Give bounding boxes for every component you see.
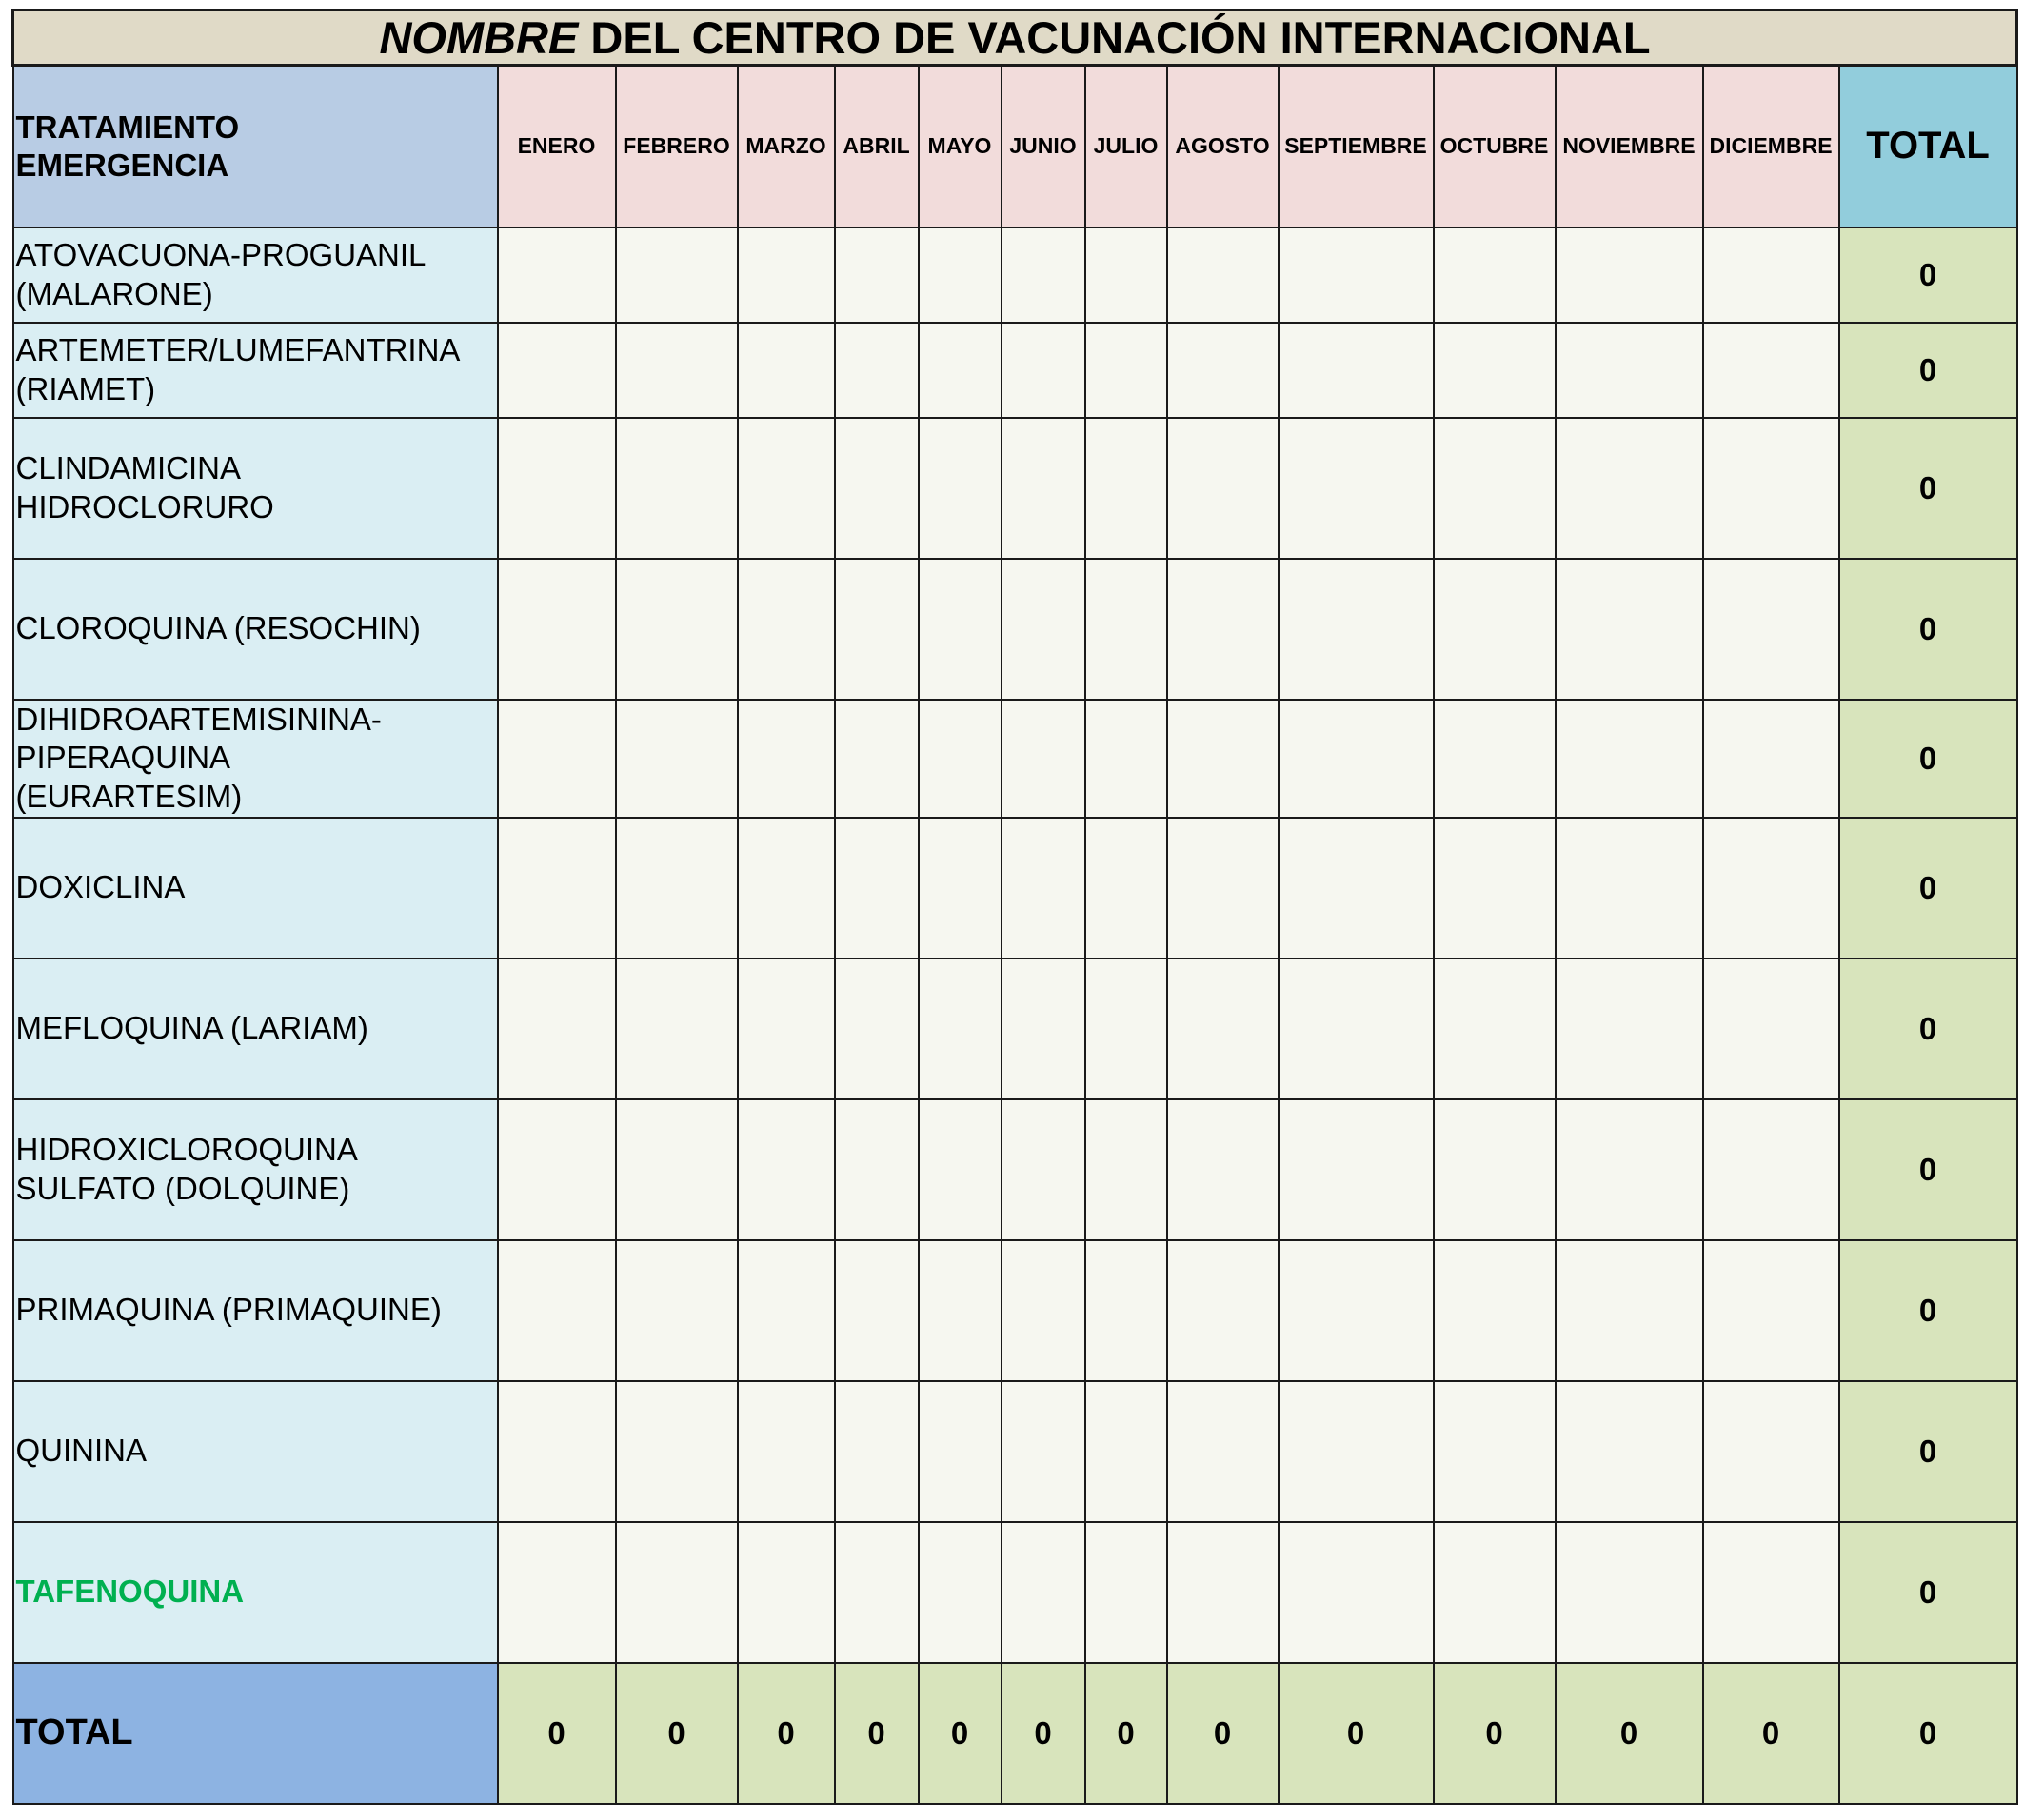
- month-total-febrero: 0: [616, 1663, 738, 1804]
- month-value-cell-abril[interactable]: [835, 559, 919, 700]
- month-value-cell-noviembre[interactable]: [1556, 559, 1703, 700]
- header-label-line2: EMERGENCIA: [15, 147, 229, 183]
- month-value-cell-agosto[interactable]: [1167, 559, 1279, 700]
- month-header-mayo: MAYO: [919, 66, 1002, 228]
- month-value-cell-agosto[interactable]: [1167, 1522, 1279, 1663]
- month-value-cell-noviembre[interactable]: [1556, 1381, 1703, 1522]
- month-value-cell-marzo[interactable]: [738, 1522, 835, 1663]
- month-value-cell-junio[interactable]: [1002, 959, 1085, 1099]
- drug-name-line: DOXICLINA: [15, 869, 186, 905]
- month-value-cell-abril[interactable]: [835, 418, 919, 559]
- total-header: TOTAL: [1839, 66, 2017, 228]
- month-value-cell-agosto[interactable]: [1167, 1099, 1279, 1240]
- month-value-cell-enero[interactable]: [498, 228, 616, 323]
- drug-name-cell: [13, 1381, 498, 1522]
- month-value-cell-agosto[interactable]: [1167, 1240, 1279, 1381]
- month-value-cell-mayo[interactable]: [919, 1522, 1002, 1663]
- month-value-cell-julio[interactable]: [1085, 818, 1167, 959]
- month-value-cell-septiembre[interactable]: [1279, 1522, 1434, 1663]
- month-header-marzo: MARZO: [738, 66, 835, 228]
- row-total-cell: 0: [1839, 1381, 2017, 1522]
- month-value-cell-abril[interactable]: [835, 228, 919, 323]
- month-value-cell-enero[interactable]: [498, 559, 616, 700]
- month-value-cell-agosto[interactable]: [1167, 1381, 1279, 1522]
- month-header-febrero: FEBRERO: [616, 66, 738, 228]
- drug-name-line: HIDROCLORURO: [15, 488, 274, 524]
- drug-name-cell: [13, 323, 498, 418]
- month-value-cell-julio[interactable]: [1085, 1099, 1167, 1240]
- month-value-cell-noviembre[interactable]: [1556, 700, 1703, 818]
- month-value-cell-abril[interactable]: [835, 1381, 919, 1522]
- month-value-cell-junio[interactable]: [1002, 1240, 1085, 1381]
- drug-name-line: (RIAMET): [15, 370, 156, 406]
- month-value-cell-marzo[interactable]: [738, 1381, 835, 1522]
- month-value-cell-julio[interactable]: [1085, 1522, 1167, 1663]
- month-value-cell-febrero[interactable]: [616, 818, 738, 959]
- drug-name-line: SULFATO (DOLQUINE): [15, 1170, 350, 1206]
- month-value-cell-agosto[interactable]: [1167, 228, 1279, 323]
- drug-name-line: PIPERAQUINA: [15, 740, 231, 776]
- drug-name-line: QUININA: [15, 1433, 148, 1469]
- month-value-cell-diciembre[interactable]: [1703, 700, 1839, 818]
- month-value-cell-enero[interactable]: [498, 1099, 616, 1240]
- month-total-agosto: 0: [1167, 1663, 1279, 1804]
- month-value-cell-junio[interactable]: [1002, 1381, 1085, 1522]
- month-value-cell-septiembre[interactable]: [1279, 559, 1434, 700]
- drug-name-line: TAFENOQUINA: [15, 1573, 245, 1610]
- month-header-enero: ENERO: [498, 66, 616, 228]
- header-label-line1: TRATAMIENTO: [15, 109, 240, 146]
- month-value-cell-enero[interactable]: [498, 323, 616, 418]
- month-header-septiembre: SEPTIEMBRE: [1279, 66, 1434, 228]
- drug-name-cell: [13, 959, 498, 1099]
- table-row: [13, 418, 2017, 559]
- month-value-cell-noviembre[interactable]: [1556, 418, 1703, 559]
- month-value-cell-julio[interactable]: [1085, 959, 1167, 1099]
- month-value-cell-junio[interactable]: [1002, 418, 1085, 559]
- month-header-diciembre: DICIEMBRE: [1703, 66, 1839, 228]
- month-value-cell-noviembre[interactable]: [1556, 228, 1703, 323]
- month-value-cell-marzo[interactable]: [738, 959, 835, 1099]
- table-row: [13, 700, 2017, 818]
- month-value-cell-agosto[interactable]: [1167, 418, 1279, 559]
- month-value-cell-enero[interactable]: [498, 1381, 616, 1522]
- row-total-cell: 0: [1839, 559, 2017, 700]
- table-row: [13, 559, 2017, 700]
- month-value-cell-febrero[interactable]: [616, 1381, 738, 1522]
- month-header-julio: JULIO: [1085, 66, 1167, 228]
- month-value-cell-mayo[interactable]: [919, 818, 1002, 959]
- table-row: [13, 1099, 2017, 1240]
- month-value-cell-julio[interactable]: [1085, 559, 1167, 700]
- month-total-abril: 0: [835, 1663, 919, 1804]
- month-value-cell-mayo[interactable]: [919, 228, 1002, 323]
- row-total-cell: 0: [1839, 959, 2017, 1099]
- vaccination-treatment-table: [11, 9, 2018, 1805]
- drug-name-line: ATOVACUONA-PROGUANIL: [15, 237, 427, 273]
- month-value-cell-julio[interactable]: [1085, 323, 1167, 418]
- drug-name-line: PRIMAQUINA (PRIMAQUINE): [15, 1292, 442, 1328]
- table-row: [13, 228, 2017, 323]
- month-value-cell-junio[interactable]: [1002, 1522, 1085, 1663]
- month-value-cell-mayo[interactable]: [919, 959, 1002, 1099]
- drug-name-line: DIHIDROARTEMISININA-: [15, 702, 382, 738]
- month-value-cell-marzo[interactable]: [738, 700, 835, 818]
- month-value-cell-febrero[interactable]: [616, 700, 738, 818]
- month-value-cell-septiembre[interactable]: [1279, 959, 1434, 1099]
- drug-name-line: CLINDAMICINA: [15, 450, 242, 486]
- page-title: [13, 10, 2017, 66]
- drug-name-cell: [13, 700, 498, 818]
- month-value-cell-febrero[interactable]: [616, 418, 738, 559]
- month-total-diciembre: 0: [1703, 1663, 1839, 1804]
- month-header-agosto: AGOSTO: [1167, 66, 1279, 228]
- month-value-cell-julio[interactable]: [1085, 700, 1167, 818]
- month-value-cell-diciembre[interactable]: [1703, 1381, 1839, 1522]
- month-value-cell-noviembre[interactable]: [1556, 959, 1703, 1099]
- month-value-cell-septiembre[interactable]: [1279, 1240, 1434, 1381]
- month-value-cell-febrero[interactable]: [616, 1099, 738, 1240]
- month-total-septiembre: 0: [1279, 1663, 1434, 1804]
- month-header-noviembre: NOVIEMBRE: [1556, 66, 1703, 228]
- header-label-cell: [13, 66, 498, 228]
- row-total-cell: 0: [1839, 323, 2017, 418]
- drug-name-cell: [13, 559, 498, 700]
- month-total-julio: 0: [1085, 1663, 1167, 1804]
- month-value-cell-junio[interactable]: [1002, 818, 1085, 959]
- month-total-noviembre: 0: [1556, 1663, 1703, 1804]
- month-value-cell-abril[interactable]: [835, 1099, 919, 1240]
- month-value-cell-diciembre[interactable]: [1703, 559, 1839, 700]
- footer-total-label: TOTAL: [13, 1663, 498, 1804]
- month-value-cell-enero[interactable]: [498, 700, 616, 818]
- month-total-junio: 0: [1002, 1663, 1085, 1804]
- month-value-cell-mayo[interactable]: [919, 559, 1002, 700]
- month-value-cell-marzo[interactable]: [738, 1099, 835, 1240]
- month-value-cell-abril[interactable]: [835, 959, 919, 1099]
- row-total-cell: 0: [1839, 418, 2017, 559]
- month-value-cell-diciembre[interactable]: [1703, 959, 1839, 1099]
- month-value-cell-julio[interactable]: [1085, 228, 1167, 323]
- month-value-cell-mayo[interactable]: [919, 1381, 1002, 1522]
- month-value-cell-diciembre[interactable]: [1703, 1522, 1839, 1663]
- table-row: [13, 1522, 2017, 1663]
- drug-name-cell: [13, 818, 498, 959]
- month-total-marzo: 0: [738, 1663, 835, 1804]
- month-value-cell-febrero[interactable]: [616, 1522, 738, 1663]
- month-value-cell-junio[interactable]: [1002, 700, 1085, 818]
- month-value-cell-septiembre[interactable]: [1279, 323, 1434, 418]
- month-value-cell-noviembre[interactable]: [1556, 323, 1703, 418]
- table-row: [13, 1381, 2017, 1522]
- month-total-octubre: 0: [1434, 1663, 1556, 1804]
- month-total-enero: 0: [498, 1663, 616, 1804]
- month-value-cell-diciembre[interactable]: [1703, 818, 1839, 959]
- month-value-cell-septiembre[interactable]: [1279, 700, 1434, 818]
- month-value-cell-junio[interactable]: [1002, 323, 1085, 418]
- month-value-cell-marzo[interactable]: [738, 418, 835, 559]
- month-value-cell-agosto[interactable]: [1167, 818, 1279, 959]
- month-value-cell-diciembre[interactable]: [1703, 1099, 1839, 1240]
- row-total-cell: 0: [1839, 1240, 2017, 1381]
- month-value-cell-junio[interactable]: [1002, 228, 1085, 323]
- header-row: [13, 66, 2017, 228]
- month-value-cell-enero[interactable]: [498, 818, 616, 959]
- table-row: [13, 959, 2017, 1099]
- title-italic: NOMBRE: [379, 12, 579, 63]
- drug-name-cell: [13, 418, 498, 559]
- month-value-cell-enero[interactable]: [498, 1240, 616, 1381]
- table-row: [13, 1240, 2017, 1381]
- month-value-cell-mayo[interactable]: [919, 323, 1002, 418]
- month-value-cell-enero[interactable]: [498, 1522, 616, 1663]
- month-value-cell-septiembre[interactable]: [1279, 1099, 1434, 1240]
- month-value-cell-abril[interactable]: [835, 1522, 919, 1663]
- month-value-cell-mayo[interactable]: [919, 1240, 1002, 1381]
- table-row: [13, 323, 2017, 418]
- drug-name-line: CLOROQUINA (RESOCHIN): [15, 610, 421, 646]
- month-value-cell-octubre[interactable]: [1434, 228, 1556, 323]
- month-value-cell-marzo[interactable]: [738, 1240, 835, 1381]
- month-value-cell-noviembre[interactable]: [1556, 1522, 1703, 1663]
- month-value-cell-octubre[interactable]: [1434, 418, 1556, 559]
- month-value-cell-marzo[interactable]: [738, 228, 835, 323]
- month-header-junio: JUNIO: [1002, 66, 1085, 228]
- month-value-cell-octubre[interactable]: [1434, 1099, 1556, 1240]
- month-value-cell-octubre[interactable]: [1434, 323, 1556, 418]
- month-value-cell-enero[interactable]: [498, 418, 616, 559]
- month-value-cell-diciembre[interactable]: [1703, 418, 1839, 559]
- month-value-cell-junio[interactable]: [1002, 559, 1085, 700]
- month-value-cell-febrero[interactable]: [616, 959, 738, 1099]
- month-value-cell-marzo[interactable]: [738, 818, 835, 959]
- month-value-cell-septiembre[interactable]: [1279, 818, 1434, 959]
- month-value-cell-enero[interactable]: [498, 959, 616, 1099]
- month-value-cell-octubre[interactable]: [1434, 959, 1556, 1099]
- row-total-cell: 0: [1839, 1522, 2017, 1663]
- month-value-cell-octubre[interactable]: [1434, 1240, 1556, 1381]
- month-value-cell-diciembre[interactable]: [1703, 1240, 1839, 1381]
- month-value-cell-julio[interactable]: [1085, 1381, 1167, 1522]
- drug-name-line: MEFLOQUINA (LARIAM): [15, 1010, 368, 1046]
- month-value-cell-abril[interactable]: [835, 700, 919, 818]
- month-value-cell-abril[interactable]: [835, 323, 919, 418]
- drug-name-cell: [13, 228, 498, 323]
- month-value-cell-mayo[interactable]: [919, 700, 1002, 818]
- row-total-cell: 0: [1839, 700, 2017, 818]
- month-value-cell-abril[interactable]: [835, 1240, 919, 1381]
- month-value-cell-diciembre[interactable]: [1703, 323, 1839, 418]
- month-value-cell-octubre[interactable]: [1434, 1522, 1556, 1663]
- month-value-cell-septiembre[interactable]: [1279, 228, 1434, 323]
- month-value-cell-marzo[interactable]: [738, 559, 835, 700]
- month-value-cell-mayo[interactable]: [919, 1099, 1002, 1240]
- drug-name-cell: [13, 1240, 498, 1381]
- month-header-octubre: OCTUBRE: [1434, 66, 1556, 228]
- drug-name-line: HIDROXICLOROQUINA: [15, 1132, 358, 1168]
- month-value-cell-octubre[interactable]: [1434, 1381, 1556, 1522]
- grand-total: 0: [1839, 1663, 2017, 1804]
- month-value-cell-mayo[interactable]: [919, 418, 1002, 559]
- month-value-cell-diciembre[interactable]: [1703, 228, 1839, 323]
- row-total-cell: 0: [1839, 818, 2017, 959]
- drug-name-cell: [13, 1099, 498, 1240]
- month-value-cell-noviembre[interactable]: [1556, 818, 1703, 959]
- month-value-cell-septiembre[interactable]: [1279, 418, 1434, 559]
- month-value-cell-agosto[interactable]: [1167, 700, 1279, 818]
- month-header-abril: ABRIL: [835, 66, 919, 228]
- month-value-cell-marzo[interactable]: [738, 323, 835, 418]
- drug-name-line: (EURARTESIM): [15, 778, 243, 814]
- drug-name-cell: [13, 1522, 498, 1663]
- month-value-cell-octubre[interactable]: [1434, 818, 1556, 959]
- month-total-mayo: 0: [919, 1663, 1002, 1804]
- drug-name-line: (MALARONE): [15, 275, 213, 311]
- month-value-cell-noviembre[interactable]: [1556, 1240, 1703, 1381]
- month-value-cell-febrero[interactable]: [616, 559, 738, 700]
- month-value-cell-septiembre[interactable]: [1279, 1381, 1434, 1522]
- title-rest: DEL CENTRO DE VACUNACIÓN INTERNACIONAL: [578, 12, 1651, 63]
- month-value-cell-abril[interactable]: [835, 818, 919, 959]
- month-value-cell-noviembre[interactable]: [1556, 1099, 1703, 1240]
- month-value-cell-febrero[interactable]: [616, 323, 738, 418]
- month-value-cell-junio[interactable]: [1002, 1099, 1085, 1240]
- month-value-cell-octubre[interactable]: [1434, 559, 1556, 700]
- month-value-cell-febrero[interactable]: [616, 228, 738, 323]
- month-value-cell-agosto[interactable]: [1167, 323, 1279, 418]
- month-value-cell-julio[interactable]: [1085, 418, 1167, 559]
- footer-total-row: [13, 1663, 2017, 1804]
- title-row: [13, 10, 2017, 66]
- month-value-cell-julio[interactable]: [1085, 1240, 1167, 1381]
- month-value-cell-febrero[interactable]: [616, 1240, 738, 1381]
- row-total-cell: 0: [1839, 1099, 2017, 1240]
- table-row: [13, 818, 2017, 959]
- row-total-cell: 0: [1839, 228, 2017, 323]
- month-value-cell-octubre[interactable]: [1434, 700, 1556, 818]
- drug-name-line: ARTEMETER/LUMEFANTRINA: [15, 332, 461, 368]
- month-value-cell-agosto[interactable]: [1167, 959, 1279, 1099]
